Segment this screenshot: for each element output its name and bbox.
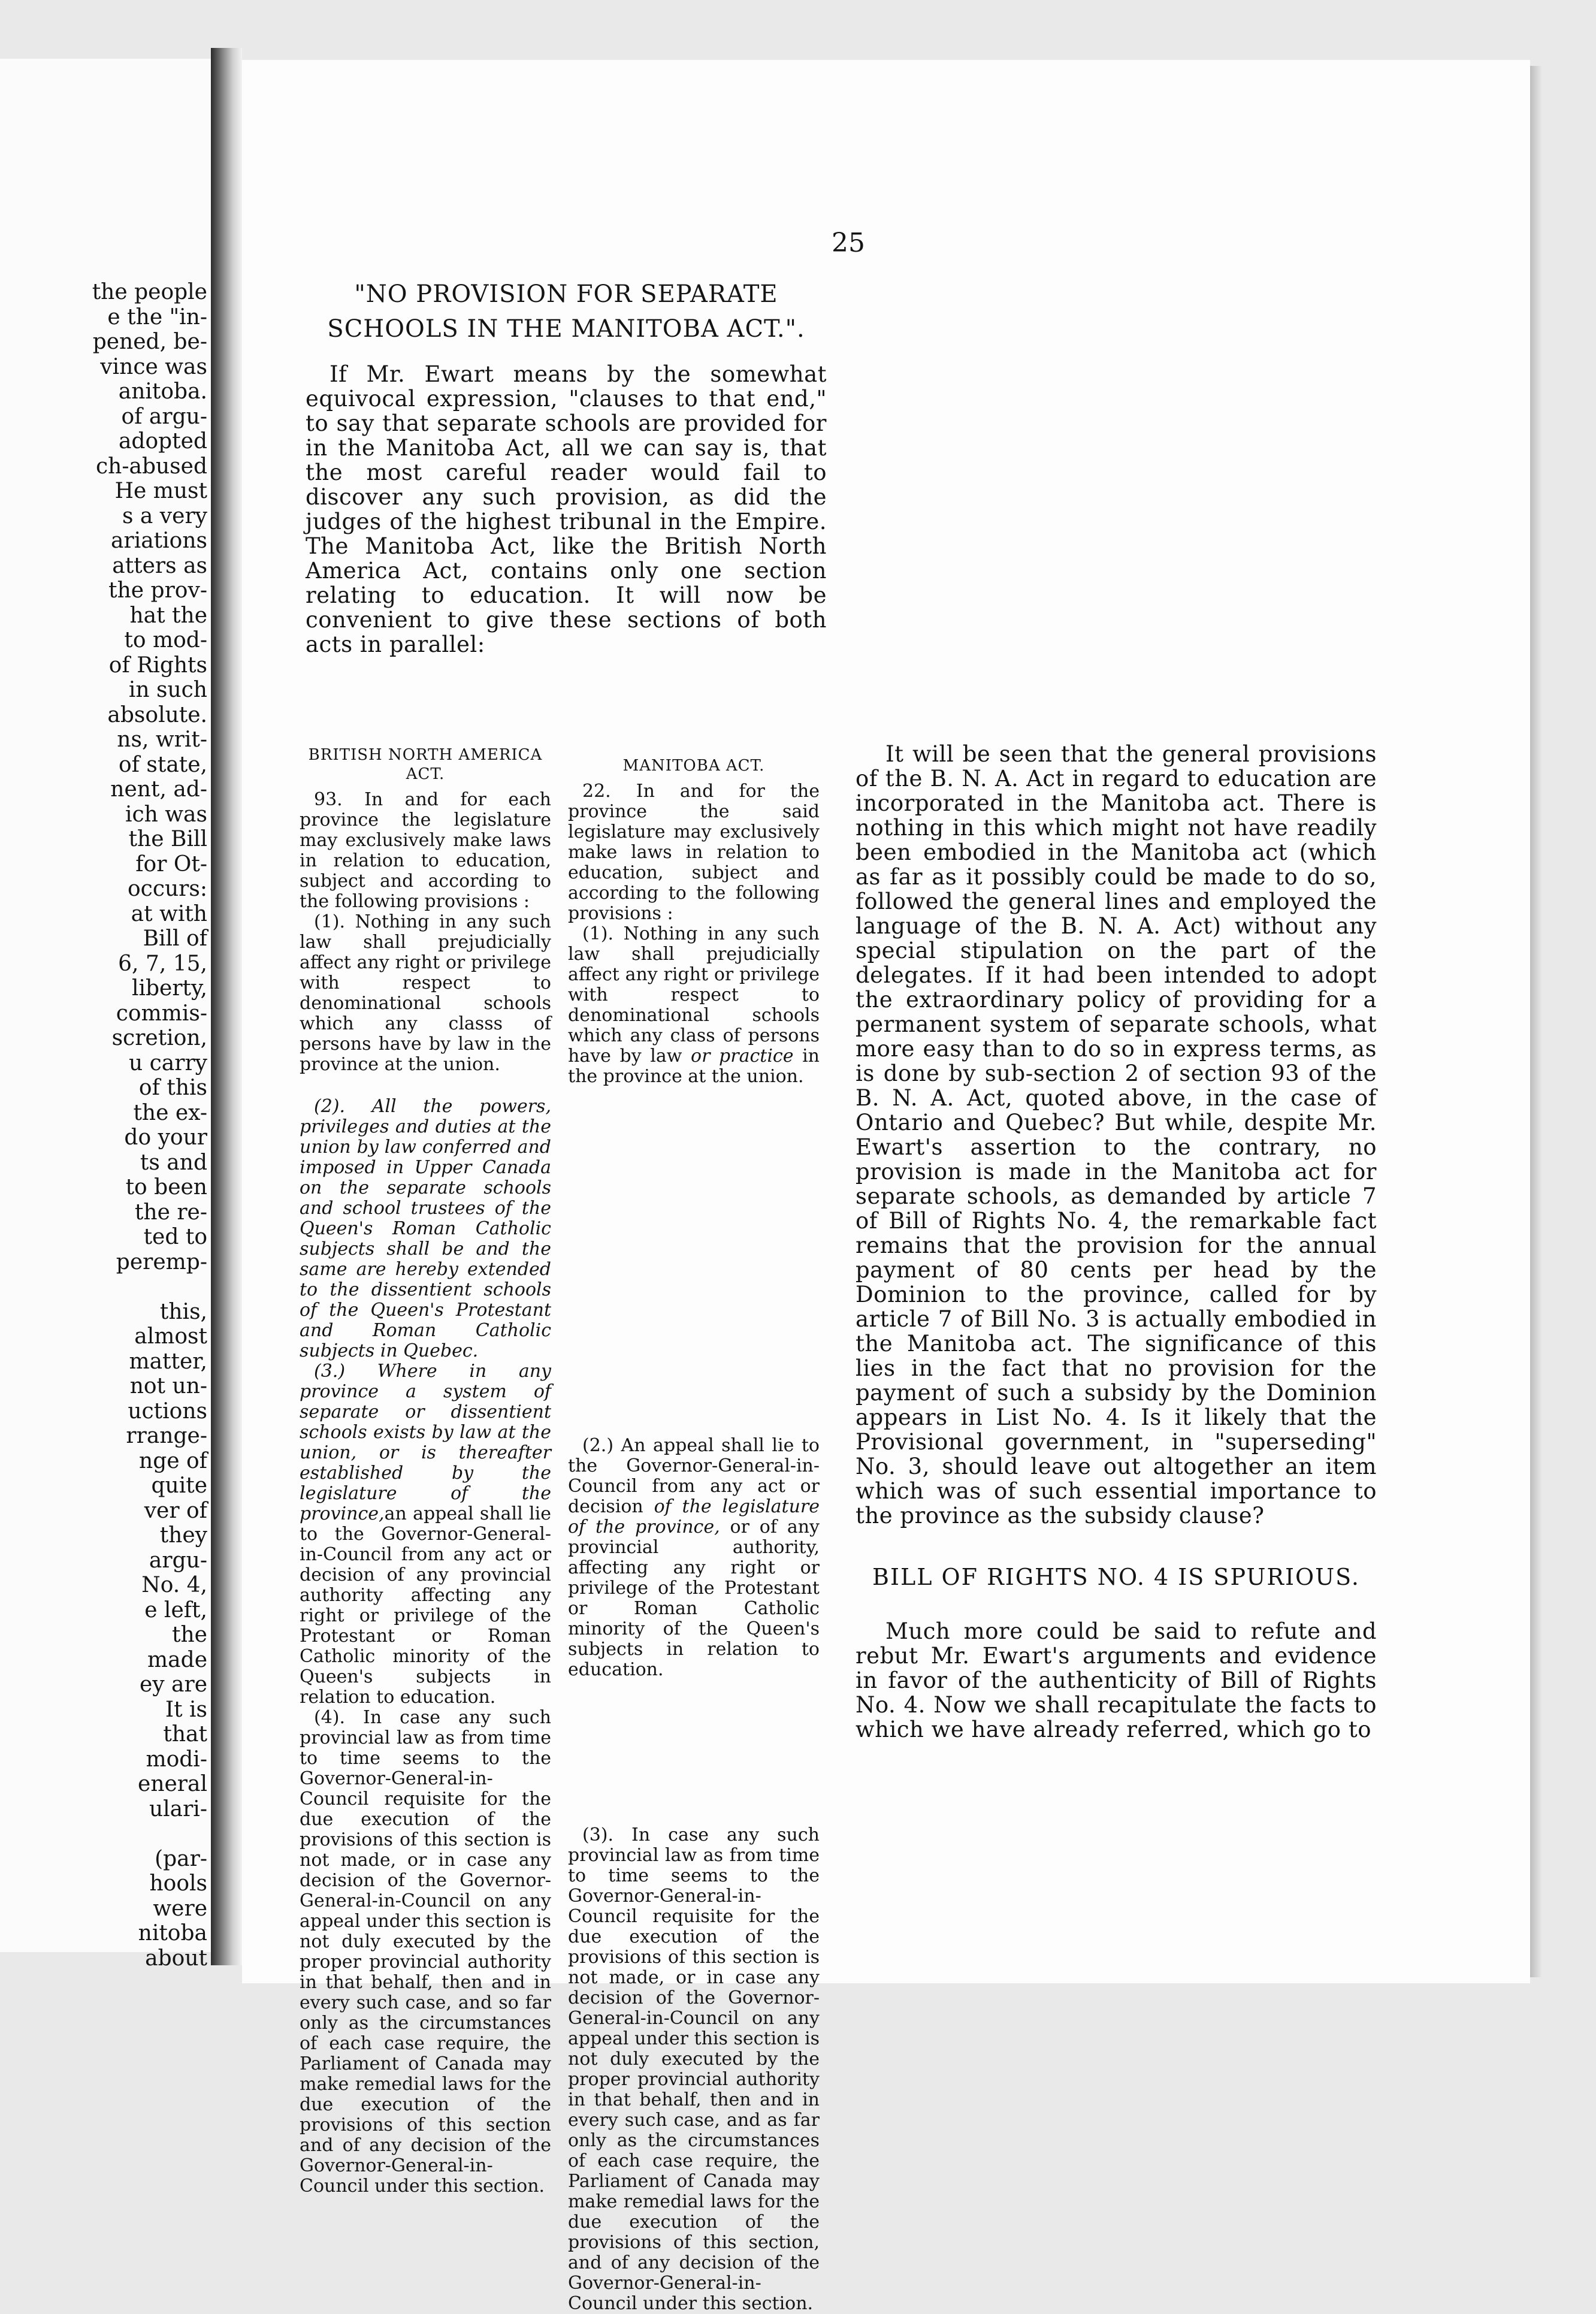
left-page-line: ch-abused bbox=[95, 454, 207, 479]
bna-subsection-1: (1). Nothing in any such law shall prejudicially affect any right or privilege with respect to denominational schools which any classs of persons have by law in the province at the union. bbox=[300, 911, 551, 1075]
manitoba-section-22: 22. In and for the province the said legislature may exclusively make laws in relation to education, subject and according to the following provisions : bbox=[568, 781, 820, 924]
bna-subsection-3-italic: (3.) Where in any province a system of separate or dissentient schools exists by law at the union, or is thereafter established by the legislature of the province, bbox=[300, 1361, 551, 1524]
bna-subsection-4: (4). In case any such provincial law as from time to time seems to the Governor-General-in-Council requisite for the due execution of the provisions of this section is not made, or in case any decision of the Governor-General-in-Council on any appeal under this section is not duly executed by the proper provincial authority in that behalf, then and in every such case, and so far only as the circumstances of each case require, the Parliament of Canada may make remedial laws for the due execution of the provisions of this section and of any decision of the Governor-General-in-Council under this section. bbox=[300, 1707, 551, 2197]
left-page-line: matter, bbox=[129, 1349, 207, 1374]
left-page-line: ns, writ- bbox=[117, 727, 207, 752]
bna-subsection-3: an appeal shall lie to the Governor-General-in-Council from any act or decision of any provincial authority affecting any right or privilege of the Protestant or Roman Catholic minority of the Queen's subjects in relation to education. bbox=[300, 1503, 551, 1708]
left-page-line: made bbox=[147, 1647, 207, 1672]
left-page-line: pened, be- bbox=[92, 330, 207, 354]
left-page-line: It is bbox=[165, 1697, 207, 1722]
left-page-line: uctions bbox=[128, 1398, 207, 1424]
section-heading: "NO PROVISION FOR SEPARATE SCHOOLS IN THE MANITOBA ACT.". bbox=[327, 280, 805, 343]
left-page-line: s a very bbox=[122, 503, 207, 528]
left-page-line: were bbox=[153, 1896, 207, 1921]
manitoba-subsection-2-italic: of the legislature of the province, bbox=[568, 1496, 820, 1537]
left-page-line: for Ot- bbox=[135, 851, 207, 877]
spurious-heading: BILL OF RIGHTS NO. 4 IS SPURIOUS. bbox=[872, 1564, 1360, 1590]
left-page-line: the people bbox=[92, 280, 207, 304]
left-page-line: (par- bbox=[155, 1846, 207, 1871]
manitoba-subsection-1-end: in the province at the union. bbox=[568, 1046, 820, 1087]
left-page-line: scretion, bbox=[111, 1026, 207, 1050]
left-page-line: He must bbox=[114, 479, 207, 503]
left-page-line: ey are bbox=[139, 1672, 207, 1697]
bna-subsection-2: (2). All the powers, privileges and duties at the union by law conferred and imposed in Upper Canada on the separate schools and school trustees of the Queen's Roman Catholic subjects shall be and the same are hereby extended to the dissentient schools of the Queen's Protestant and Roman Catholic subjects in Quebec. bbox=[300, 1096, 551, 1361]
left-page-line: of this bbox=[138, 1076, 207, 1100]
left-page-line: the ex- bbox=[133, 1100, 207, 1125]
manitoba-heading: MANITOBA ACT. bbox=[622, 757, 765, 775]
left-page-line: e the "in- bbox=[107, 304, 207, 330]
manitoba-subsection-3: (3). In case any such provincial law as from time to time seems to the Governor-General-in-Council requisite for the due execution of the provisions of this section is not made, or in case any decision of the Governor-General-in-Council on any appeal under this section is not duly executed by the proper provincial authority in that behalf, then and in every such case, and as far only as the circumstances of each case require, the Parliament of Canada may make remedial laws for the due execution of the provisions of this section, and of any decision of the Governor-General-in-Council under this section. bbox=[568, 1824, 820, 2314]
left-page-line: in such bbox=[128, 678, 207, 702]
left-page-line: vince was bbox=[100, 354, 207, 379]
left-page-line: eneral bbox=[138, 1772, 207, 1796]
bna-section-93: 93. In and for each province the legislature may exclusively make laws in relation to education, subject and according to the following provisions : bbox=[300, 789, 551, 912]
left-page-line: they bbox=[159, 1523, 207, 1548]
left-page-line: do your bbox=[124, 1125, 207, 1150]
manitoba-subsection-2-end: or of any provincial authority, affecting any right or privilege of the Protestant or Roman Catholic minority of the Queen's subjects in relation to education. bbox=[568, 1517, 820, 1680]
left-page-line: ich was bbox=[125, 802, 207, 827]
manitoba-subsection-1-italic: or practice bbox=[691, 1046, 794, 1067]
left-page-line: about bbox=[145, 1946, 207, 1971]
left-page-line: almost bbox=[134, 1324, 207, 1349]
left-page-line: modi- bbox=[146, 1747, 207, 1772]
left-page-line: peremp- bbox=[116, 1249, 207, 1274]
left-page-line: atters as bbox=[112, 553, 207, 578]
left-page-line: liberty, bbox=[131, 976, 207, 1001]
left-page-line: this, bbox=[159, 1299, 207, 1324]
left-page-line: rrange- bbox=[126, 1424, 207, 1448]
left-page-line: ulari- bbox=[149, 1796, 207, 1821]
left-page-line: anitoba. bbox=[118, 379, 207, 404]
page-edge-shadow bbox=[1530, 66, 1542, 1977]
left-page-line: of state, bbox=[118, 752, 207, 777]
left-page-line: the bbox=[172, 1623, 207, 1647]
left-page-fragment bbox=[0, 59, 211, 1971]
left-page-line: occurs: bbox=[128, 877, 207, 901]
left-page-line: ted to bbox=[143, 1225, 207, 1249]
left-page-line: nge of bbox=[139, 1448, 207, 1473]
left-page-line: commis- bbox=[116, 1001, 207, 1026]
left-page-line: ariations bbox=[111, 528, 207, 553]
left-page-line: that bbox=[163, 1722, 207, 1747]
left-page-line: not un- bbox=[129, 1374, 207, 1398]
left-page-line: the Bill bbox=[128, 827, 207, 851]
intro-paragraph: If Mr. Ewart means by the somewhat equivocal expression, "clauses to that end," to say that separate schools are provided for in the Manitoba Act, all we can say is, that the most careful reader would fail to discover any such provision, as did the judges of the highest tribunal in the Empire. The Manitoba Act, like the British North America Act, contains only one section relating to education. It will now be convenient to give these sections of both acts in parallel: bbox=[306, 361, 827, 657]
left-page-line: No. 4, bbox=[141, 1573, 207, 1597]
left-page-line: ver of bbox=[144, 1498, 207, 1523]
bna-heading: BRITISH NORTH AMERICA ACT. bbox=[308, 746, 543, 783]
left-page-line: quite bbox=[151, 1473, 207, 1498]
left-page-line: adopted bbox=[118, 429, 207, 454]
manitoba-subsection-2: (2.) An appeal shall lie to the Governor-General-in-Council from any act or decision bbox=[568, 1435, 820, 1517]
page-number: 25 bbox=[832, 228, 865, 258]
right-paragraph: It will be seen that the general provisions of the B. N. A. Act in regard to education are incorporated in the Manitoba act. There is nothing in this which might not have readily been embodied in the Manitoba act (which as far as it possibly could be made to do so, followed the general lines and employed the language of the B. N. A. Act) without any special stipulation on the part of the delegates. If it had been intended to adopt the extraordinary policy of providing for a permanent system of separate schools, what more easy than to do so in express terms, as is done by sub-section 2 of section 93 of the B. N. A. Act, quoted above, in the case of Ontario and Quebec? But while, despite Mr. Ewart's assertion to the contrary, no provision is made in the Manitoba act for separate schools, as demanded by article 7 of Bill of Rights No. 4, the remarkable fact remains that the provision for the annual payment of 80 cents per head by the Dominion to the province, called for by article 7 of Bill No. 3 is actually embodied in the Manitoba act. The significance of this lies in the fact that no provision for the payment of such a subsidy by the Dominion appears in List No. 4. Is it likely that the Provisional government, in "superseding" No. 3, should leave out altogether an item which was of such essential importance to the province as the subsidy clause? bbox=[856, 741, 1377, 1528]
left-page-line: e left, bbox=[144, 1597, 207, 1623]
left-page-line: 6, 7, 15, bbox=[118, 951, 207, 976]
left-page-line: at with bbox=[131, 901, 207, 926]
left-page-line: to mod- bbox=[124, 628, 207, 652]
left-page-line: argu- bbox=[149, 1548, 207, 1573]
left-page-line: the re- bbox=[134, 1200, 207, 1225]
left-page-line: hools bbox=[149, 1871, 207, 1896]
left-page-line: nitoba bbox=[138, 1921, 207, 1946]
left-page-line: u carry bbox=[128, 1050, 207, 1076]
left-page-line: Bill of bbox=[143, 926, 207, 951]
left-page-line: of argu- bbox=[121, 404, 207, 429]
left-page-line: absolute. bbox=[107, 702, 207, 727]
left-page-line: the prov- bbox=[108, 578, 207, 603]
final-paragraph: Much more could be said to refute and rebut Mr. Ewart's arguments and evidence in favor of the authenticity of Bill of Rights No. 4. Now we shall recapitulate the facts to which we have already referred, which go to bbox=[856, 1618, 1377, 1742]
left-page-line: nent, ad- bbox=[110, 777, 207, 802]
left-page-line: of Rights bbox=[108, 652, 207, 678]
book-spine bbox=[211, 48, 242, 1965]
left-page-line: ts and bbox=[140, 1150, 207, 1175]
left-page-line: hat the bbox=[129, 603, 207, 628]
left-page-line: to been bbox=[125, 1175, 207, 1200]
manitoba-subsection-1: (1). Nothing in any such law shall prejudicially affect any right or privilege with respect to denominational schools which any class of persons have by law bbox=[568, 923, 820, 1067]
